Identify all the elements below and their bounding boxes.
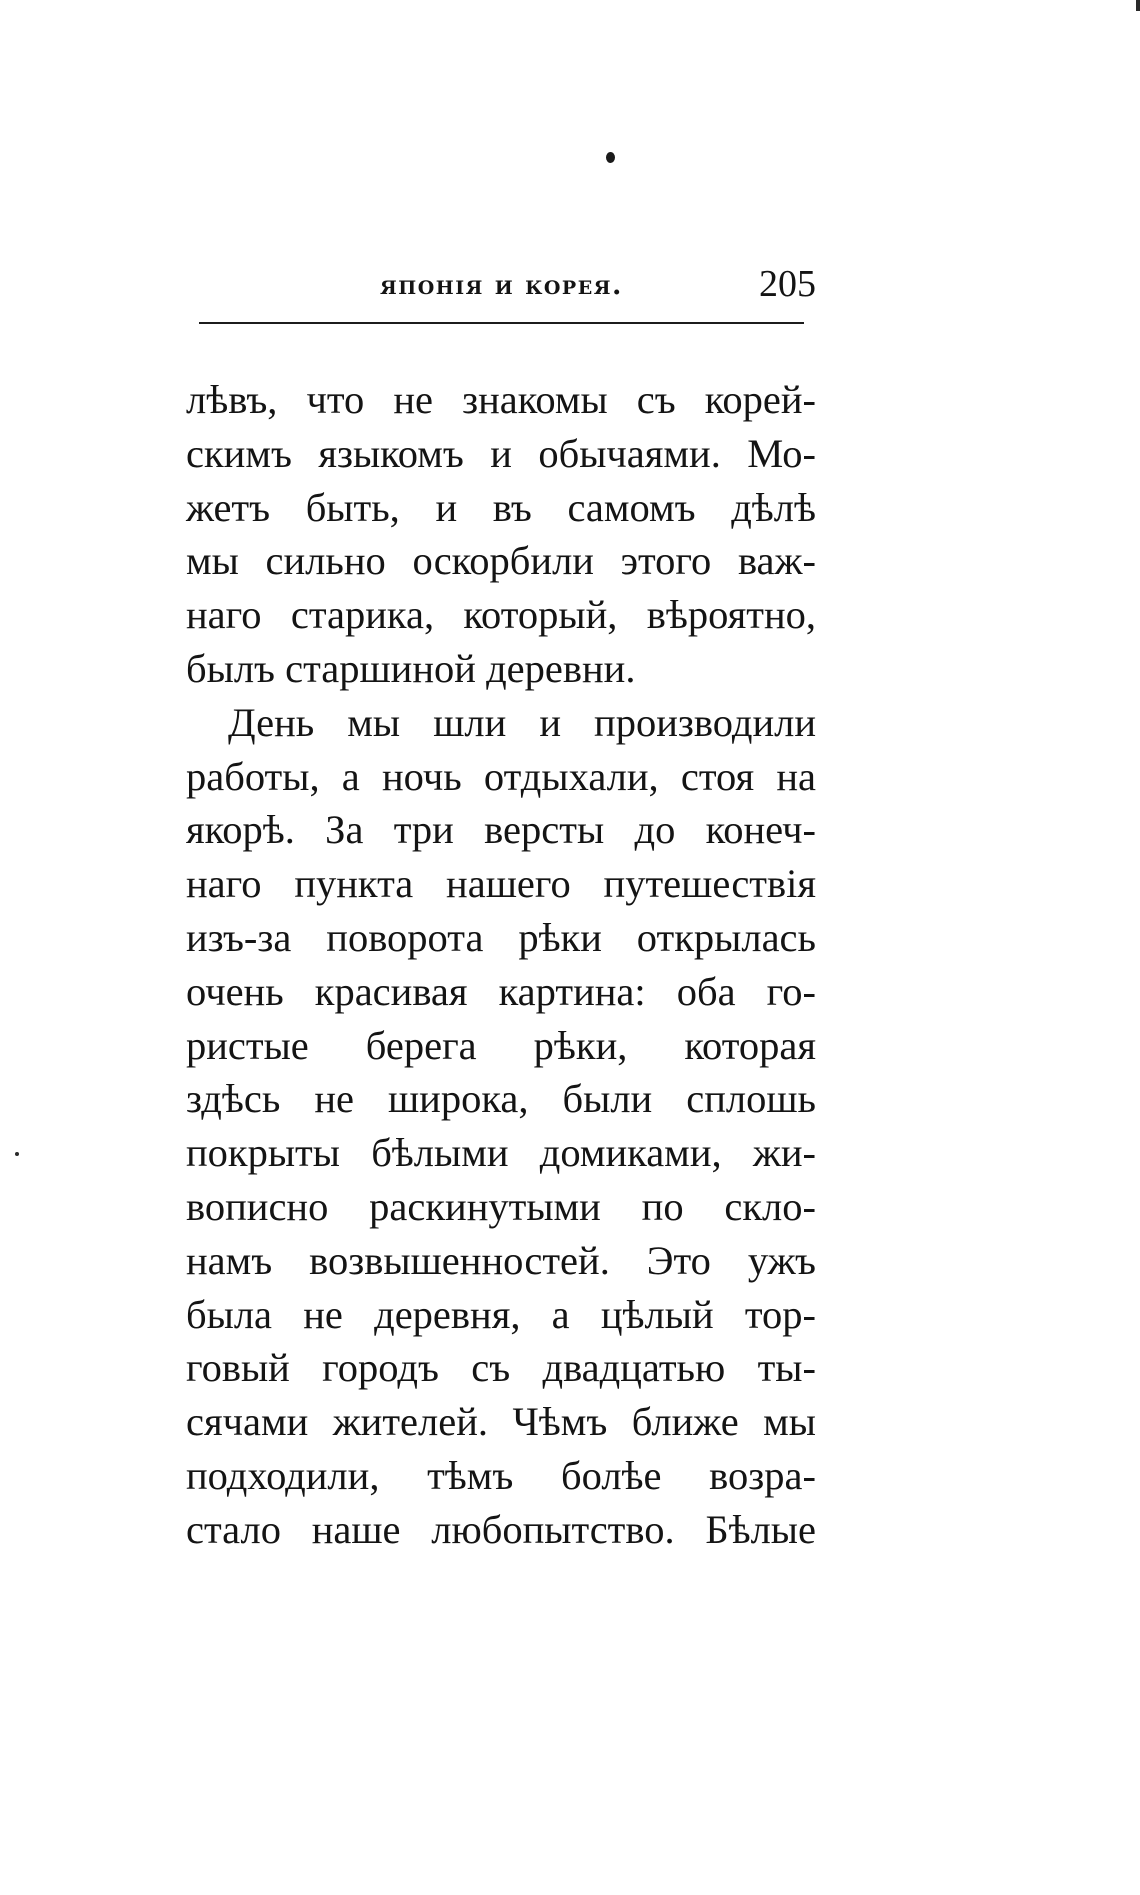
- text-line: наго старика, который, вѣроятно,: [186, 592, 816, 638]
- page-number: 205: [759, 263, 816, 305]
- text-line: якорѣ. За три версты до конеч-: [186, 807, 816, 853]
- text-line: лѣвъ, что не знакомы съ корей-: [186, 377, 816, 422]
- text-line: говый городъ съ двадцатью ты-: [186, 1345, 816, 1391]
- text-line: стало наше любопытство. Бѣлые: [186, 1506, 816, 1552]
- text-line: очень красивая картина: оба го-: [186, 968, 816, 1014]
- text-line: намъ возвышенностей. Это ужъ: [186, 1237, 816, 1283]
- text-line: жетъ быть, и въ самомъ дѣлѣ: [186, 484, 816, 530]
- text-line: изъ-за поворота рѣки открылась: [186, 914, 816, 960]
- margin-speck: [15, 1152, 19, 1156]
- edge-mark: [1129, 0, 1140, 11]
- running-title: японія и корея.: [380, 270, 623, 301]
- text-line: День мы шли и производили: [228, 699, 816, 745]
- ink-dot: [606, 152, 615, 163]
- text-line: ристые берега рѣки, которая: [186, 1022, 816, 1068]
- text-line: мы сильно оскорбили этого важ-: [186, 538, 816, 584]
- text-line: былъ старшиной деревни.: [186, 645, 636, 691]
- text-line: вописно раскинутыми по скло-: [186, 1183, 816, 1229]
- body-text: [186, 373, 816, 1557]
- running-head: [190, 262, 816, 312]
- header-rule: [199, 322, 804, 324]
- text-line: работы, а ночь отдыхали, стоя на: [186, 753, 816, 799]
- text-line: наго пункта нашего путешествія: [186, 861, 816, 907]
- text-line: подходили, тѣмъ болѣе возра-: [186, 1452, 816, 1498]
- text-line: сячами жителей. Чѣмъ ближе мы: [186, 1399, 816, 1445]
- text-line: покрыты бѣлыми домиками, жи-: [186, 1130, 816, 1176]
- text-line: здѣсь не широка, были сплошь: [186, 1076, 816, 1122]
- text-line: была не деревня, а цѣлый тор-: [186, 1291, 816, 1337]
- text-line: скимъ языкомъ и обычаями. Мо-: [186, 430, 816, 476]
